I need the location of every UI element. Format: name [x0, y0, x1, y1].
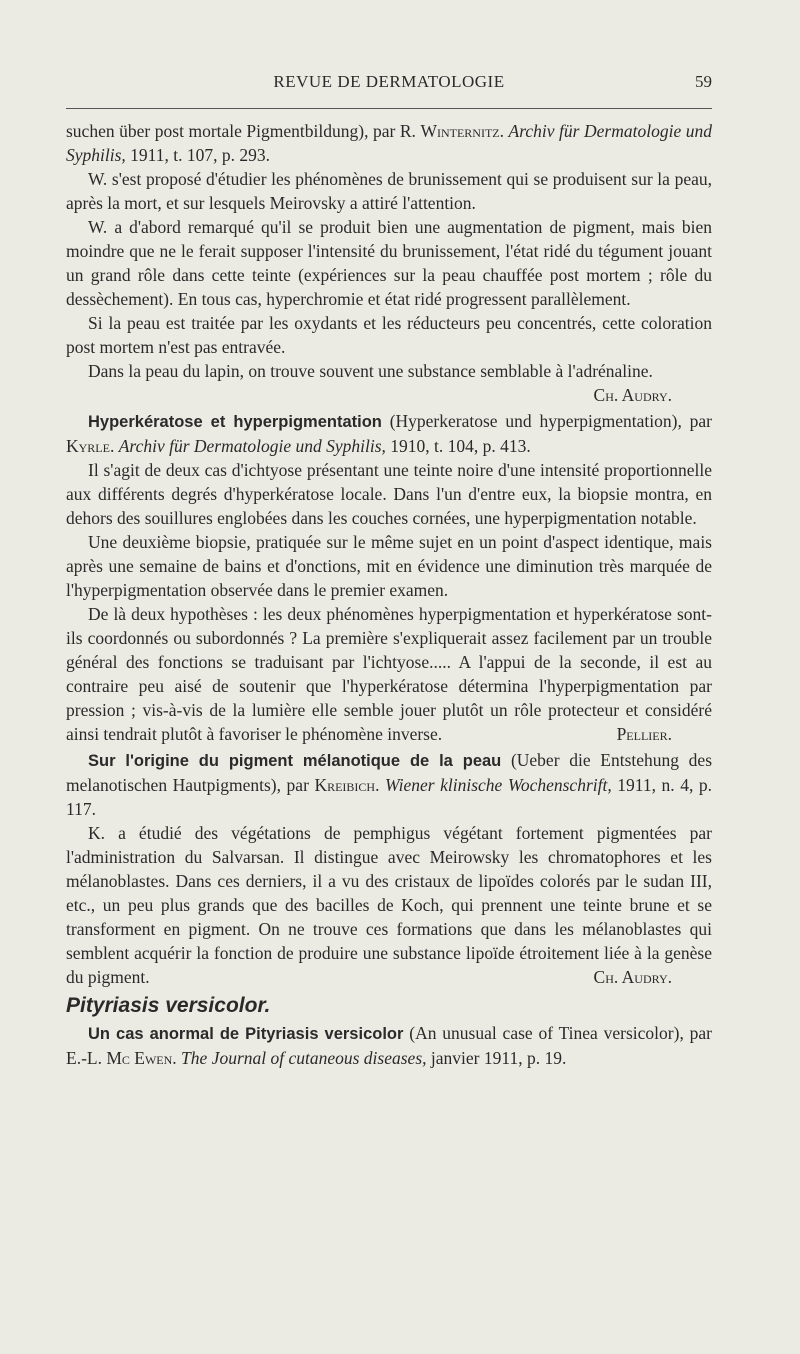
article-2-signature: Pellier.	[616, 724, 672, 744]
article-1-last-text: Dans la peau du lapin, on trouve souvent une substance semblable à l'adrénaline.	[88, 361, 653, 381]
article-4-citation: janvier 1911, p. 19.	[430, 1048, 567, 1068]
article-1-paragraph: Si la peau est traitée par les oxydants et les réducteurs peu concentrés, cette coloration post mortem n'est pas entravée.	[66, 313, 712, 357]
article-4-title: Un cas anormal de Pityriasis versicolor	[88, 1025, 404, 1043]
article-2-last-text: De là deux hypothèses : les deux phénomènes hyperpigmentation et hyperkératose sont-ils coordonnés ou subordonnés ? La première s'expliquerait assez facilement par un trouble général des fonctions se traduisant par l'ichtyose..... A l'appui de la seconde, il est au contraire peu aisé de soutenir que l'hyperkératose détermina l'hyperpigmentation par pression ; vis-à-vis de la lumière elle semble jouer plutôt un rôle protecteur et considéré ainsi tendrait plutôt à favoriser le phénomène inverse.	[66, 604, 712, 744]
article-1-paragraph: W. s'est proposé d'étudier les phénomènes de brunissement qui se produisent sur la peau, après la mort, et sur lesquels Meirovsky a attiré l'attention.	[66, 169, 712, 213]
running-title: REVUE DE DERMATOLOGIE	[273, 72, 505, 91]
article-1-author: Winternitz.	[420, 121, 504, 141]
article-3-journal: Wiener klinische Wochenschrift,	[385, 775, 612, 795]
header-rule	[66, 108, 712, 109]
article-3-citation: 1911, n. 4, p. 117.	[66, 775, 713, 819]
article-3-signature: Ch. Audry.	[593, 967, 672, 987]
article-4-author: Mc Ewen.	[106, 1048, 177, 1068]
article-4-reference	[66, 1021, 712, 1070]
article-1-paragraph: W. a d'abord remarqué qu'il se produit bien une augmentation de pigment, mais bien moindre que ne le ferait supposer l'intensité du brunissement, l'état ridé du tégument jouant un grand rôle dans cette teinte (expériences sur la peau chauffée post mortem ; rôle du dessèchement). En tous cas, hyperchromie et état ridé progressent parallèlement.	[66, 217, 712, 309]
article-1-citation: 1911, t. 107, p. 293.	[130, 145, 271, 165]
article-3-reference	[66, 748, 712, 821]
article-3-last-paragraph	[66, 821, 712, 989]
body-text	[66, 119, 712, 1070]
article-2-paragraph: Une deuxième biopsie, pratiquée sur le même sujet en un point d'aspect identique, mais après une semaine de bains et d'onctions, mit en évidence une diminution très marquée de l'hyperpigmentation observée dans le premier examen.	[66, 532, 712, 600]
article-4-journal: The Journal of cutaneous diseases,	[181, 1048, 427, 1068]
article-3-last-text: K. a étudié des végétations de pemphigus végétant fortement pigmentées par l'administration du Salvarsan. Il distingue avec Meirowsky les chromatophores et les mélanoblastes. Dans ces derniers, il a vu des cristaux de lipoïdes colorés par le sudan III, etc., un peu plus grands que des bacilles de Koch, qui prennent une teinte brune et se transforment en pigment. On ne trouve ces formations que dans les mélanoblastes qui semblent acquérir la fonction de produire une substance lipoïde étroitement liée à la genèse du pigment.	[66, 823, 712, 987]
article-3-title: Sur l'origine du pigment mélanotique de la peau	[88, 752, 502, 770]
article-2-paragraph: Il s'agit de deux cas d'ichtyose présentant une teinte noire d'une intensité proportionnelle aux différents degrés d'hyperkératose locale. Dans l'un d'entre eux, la biopsie montra, en dehors des souillures englobées dans les couches cornées, une hyperpigmentation notable.	[66, 460, 712, 528]
article-4-ref-text: (An unusual case of Tinea versicolor), par E.-L.	[66, 1023, 712, 1068]
article-2-title: Hyperkératose et hyperpigmentation	[88, 413, 382, 431]
article-2-ref-text: (Hyperkeratose und hyperpigmentation), par	[389, 411, 712, 431]
article-2-last-paragraph	[66, 602, 712, 746]
article-2-citation: 1910, t. 104, p. 413.	[390, 436, 531, 456]
article-1-signature: Ch. Audry.	[593, 385, 672, 405]
article-1-last-paragraph	[66, 359, 712, 407]
article-1-journal: Archiv für Dermatologie und Syphilis,	[66, 121, 712, 165]
article-2-journal: Archiv für Dermatologie und Syphilis,	[118, 436, 386, 456]
running-head	[66, 72, 712, 96]
article-1-reference	[66, 119, 712, 167]
section-title: Pityriasis versicolor.	[66, 994, 271, 1017]
page-number: 59	[695, 72, 712, 91]
article-2-author: Kyrle.	[66, 436, 115, 456]
article-3-author: Kreibich.	[314, 775, 380, 795]
article-1-ref-text: suchen über post mortale Pigmentbildung), par R.	[66, 121, 416, 141]
article-3-ref-text: (Ueber die Entstehung des melanotischen Hautpigments), par	[66, 750, 713, 795]
article-2-reference	[66, 409, 712, 458]
